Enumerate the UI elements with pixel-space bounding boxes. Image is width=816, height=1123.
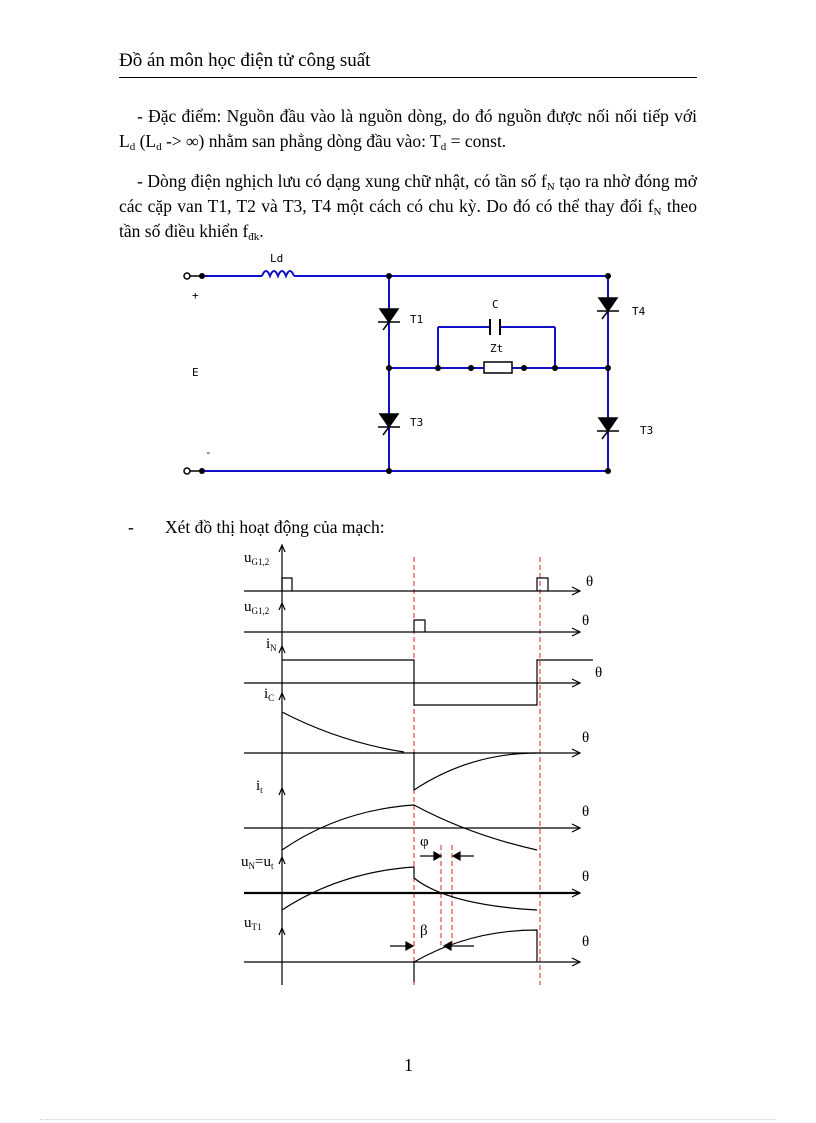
p1-mid1: (L	[135, 131, 157, 151]
beta-label: β	[420, 923, 428, 939]
minus-label: -	[205, 446, 212, 459]
bullet-marker: -	[128, 517, 134, 537]
ic-label: $i_C$	[264, 686, 275, 703]
it-label: $i_t$	[256, 778, 263, 795]
p2-sub3: đk	[248, 231, 260, 243]
t4-label: T4	[632, 305, 646, 318]
p2-sub1: N	[546, 181, 555, 193]
t3-left-label: T3	[410, 416, 424, 429]
bullet-text: Xét đồ thị hoạt động của mạch:	[165, 517, 385, 537]
ld-label: Ld	[270, 252, 284, 265]
p1-tail: = const.	[446, 131, 507, 151]
p2-sub2: N	[653, 206, 662, 218]
p2-mid2: theo tần số điều khiển f	[119, 196, 697, 241]
theta-4: θ	[582, 730, 590, 746]
p1-sub3: d	[440, 141, 447, 153]
p1-sub1: d	[129, 141, 136, 153]
theta-2: θ	[582, 613, 590, 629]
ut1-label: $u_{T1}$	[244, 915, 262, 932]
theta-7: θ	[582, 934, 590, 950]
c-label: C	[492, 298, 499, 311]
theta-6: θ	[582, 869, 590, 885]
p2-lead: - Dòng điện nghịch lưu có dạng xung chữ nhật, có tần số f	[137, 171, 547, 191]
p1-mid3: ) nhằm san phẳng dòng đầu vào: T	[198, 131, 441, 151]
e-label: E	[192, 366, 199, 379]
p1-mid2: ->	[161, 131, 187, 151]
p2-mid1: tạo ra nhờ đóng mở các cặp van T1, T2 và T3, T4 một cách có chu kỳ. Do đó có thể thay đổi f	[119, 171, 697, 216]
theta-1: θ	[586, 574, 594, 590]
un-ut-label: $u_N=u_t$	[241, 854, 274, 871]
page-header: Đồ án môn học điện tử công suất	[119, 50, 371, 71]
ug12-label-b: $u_{G1,2}$	[244, 599, 270, 616]
p1-lead: - Đặc điểm: Nguồn đầu vào là nguồn dòng, do đó nguồn được nối nối tiếp với L	[119, 106, 697, 151]
bottom-rule	[40, 1119, 776, 1120]
p2-tail: .	[259, 221, 264, 241]
zt-label: Zt	[490, 342, 504, 355]
in-label: $i_N$	[266, 636, 277, 653]
infinity-symbol: ∞	[186, 131, 199, 151]
t3-right-label: T3	[640, 424, 654, 437]
t1-label: T1	[410, 313, 424, 326]
plus-label: +	[192, 289, 199, 302]
p1-sub2: d	[156, 141, 162, 153]
theta-3: θ	[595, 665, 603, 681]
phi-label: φ	[420, 834, 429, 850]
page-number: 1	[404, 1055, 413, 1075]
theta-5: θ	[582, 804, 590, 820]
ug12-label-a: $u_{G1,2}$	[244, 550, 270, 567]
